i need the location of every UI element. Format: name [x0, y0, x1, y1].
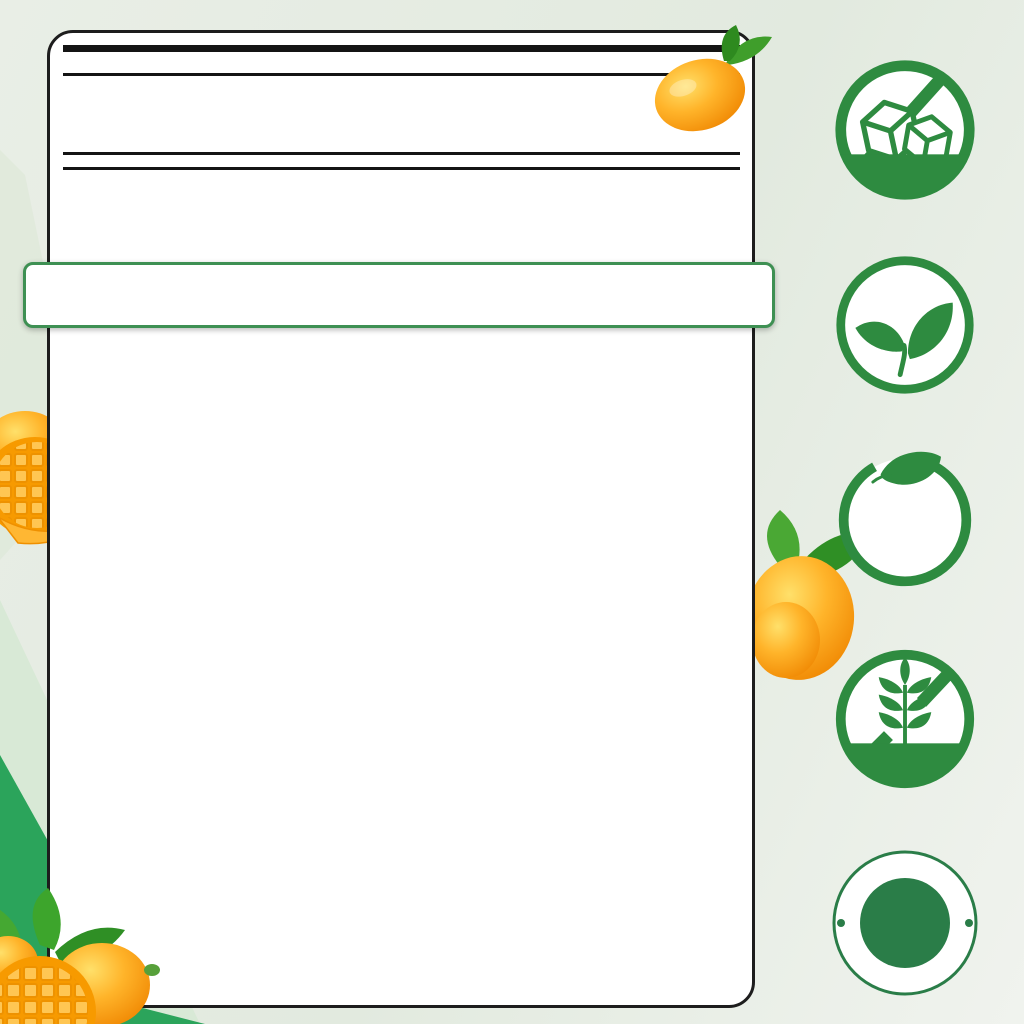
seal-dot	[837, 919, 845, 927]
supplement-facts-panel	[47, 30, 755, 1008]
highlight-row-gap	[63, 76, 740, 152]
gluten-free-badge	[832, 646, 978, 792]
facts-table	[63, 45, 740, 179]
sugar-free-badge	[832, 57, 978, 203]
highlight-amount	[446, 265, 636, 325]
gmp-center-circle	[860, 878, 950, 968]
highlight-row-l-tyrosine	[23, 262, 775, 328]
vegan-badge	[832, 252, 978, 398]
badge-text-band	[832, 743, 978, 792]
badge-text-band	[832, 154, 978, 203]
non-gmo-badge	[832, 447, 978, 593]
footnotes	[63, 155, 740, 170]
other-ingredients-text	[63, 170, 740, 179]
highlight-daily-value	[706, 265, 776, 325]
column-header	[63, 52, 740, 76]
seal-dot	[965, 919, 973, 927]
gmp-badge	[830, 848, 980, 998]
table-top-bar	[63, 45, 740, 52]
vegan-ring	[841, 261, 969, 389]
